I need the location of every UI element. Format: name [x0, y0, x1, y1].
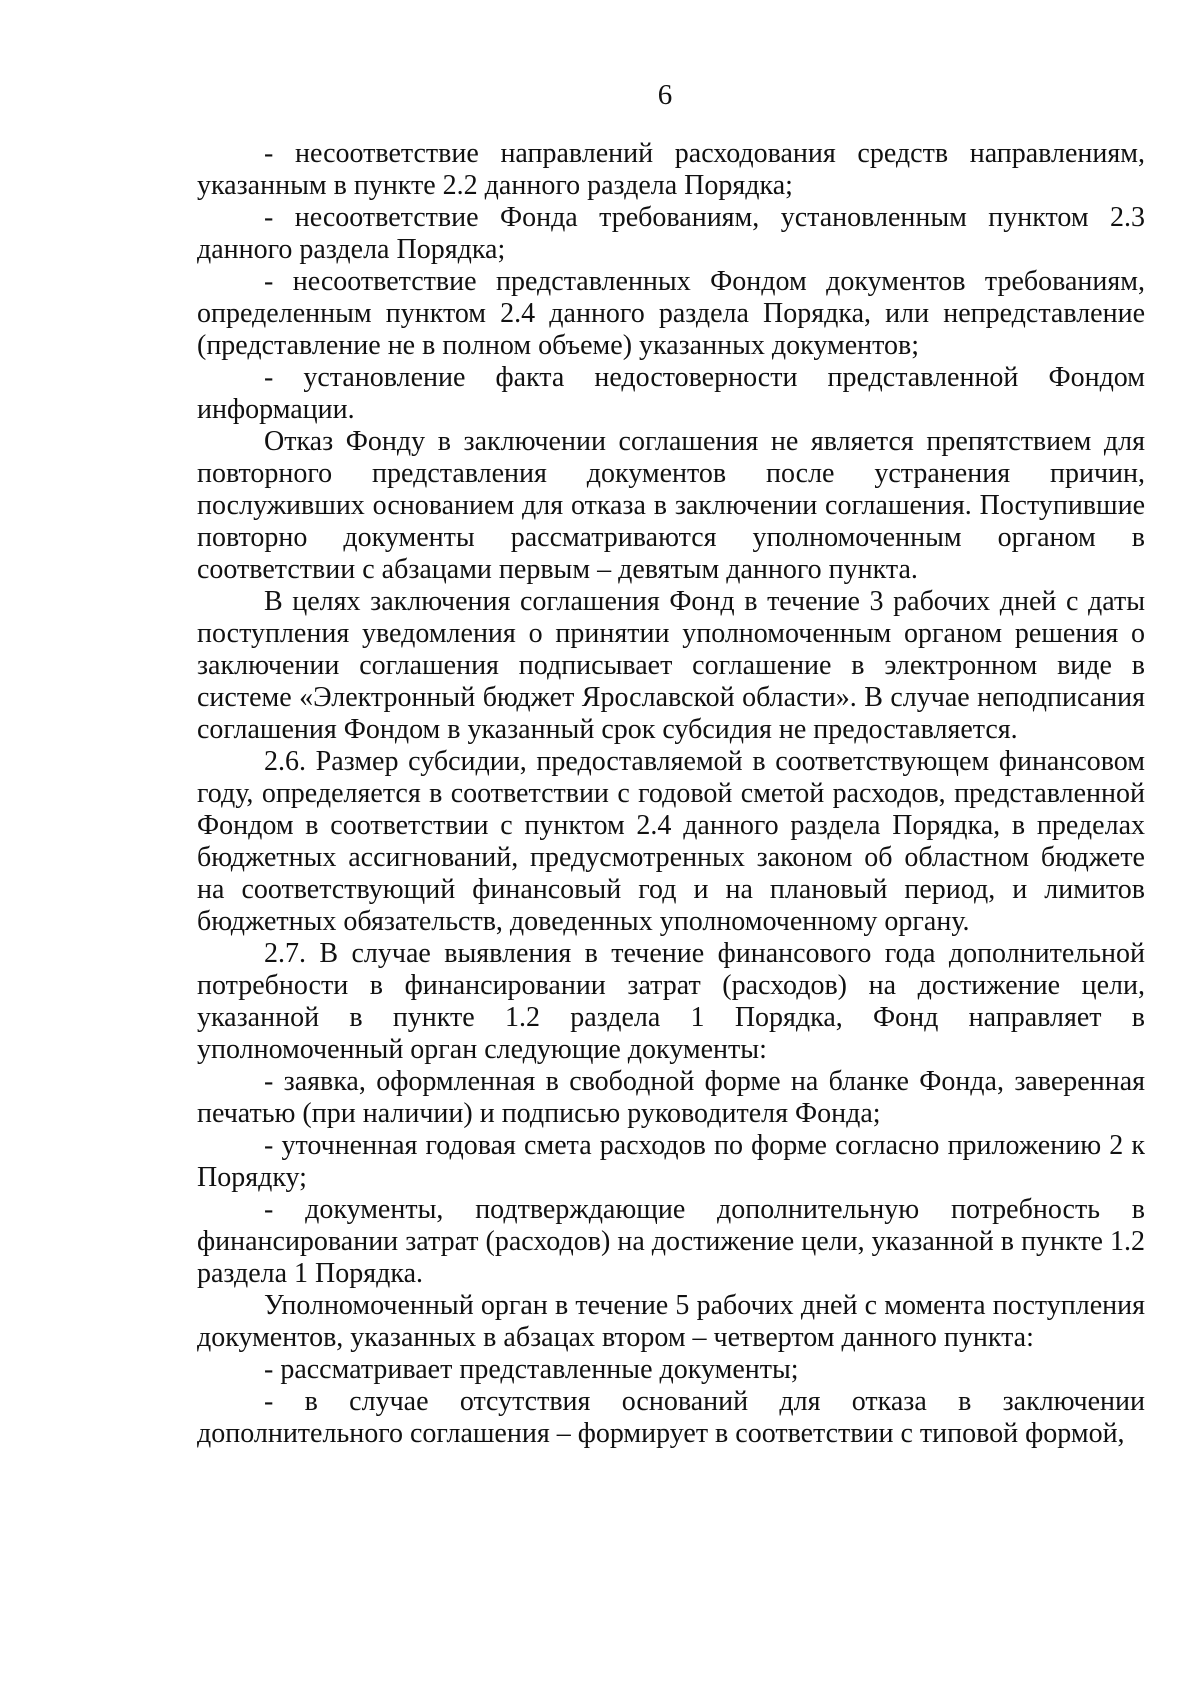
paragraph: Отказ Фонду в заключении соглашения не является препятствием для повторного представления документов после устранения причин, послуживших основанием для отказа в заключении соглашения. Поступившие повторно документы рассматриваются уполномоченным органом в соответствии с абзацами первым – девятым данного пункта.	[197, 426, 1145, 585]
paragraph: - уточненная годовая смета расходов по форме согласно приложению 2 к Порядку;	[197, 1130, 1145, 1193]
paragraph: 2.7. В случае выявления в течение финансового года дополнительной потребности в финансировании затрат (расходов) на достижение цели, указанной в пункте 1.2 раздела 1 Порядка, Фонд направляет в уполномоченный орган следующие документы:	[197, 938, 1145, 1065]
paragraph: - несоответствие Фонда требованиям, установленным пунктом 2.3 данного раздела Порядка;	[197, 202, 1145, 265]
paragraph: - несоответствие представленных Фондом документов требованиям, определенным пунктом 2.4 данного раздела Порядка, или непредставление (представление не в полном объеме) указанных документов;	[197, 266, 1145, 361]
paragraph: - документы, подтверждающие дополнительную потребность в финансировании затрат (расходов) на достижение цели, указанной в пункте 1.2 раздела 1 Порядка.	[197, 1194, 1145, 1289]
page-number: 6	[657, 79, 673, 111]
paragraph: В целях заключения соглашения Фонд в течение 3 рабочих дней с даты поступления уведомления о принятии уполномоченным органом решения о заключении соглашения подписывает соглашение в электронном виде в системе «Электронный бюджет Ярославской области». В случае неподписания соглашения Фондом в указанный срок субсидия не предоставляется.	[197, 586, 1145, 745]
document-body	[197, 138, 1145, 1450]
paragraph: - заявка, оформленная в свободной форме на бланке Фонда, заверенная печатью (при наличии) и подписью руководителя Фонда;	[197, 1066, 1145, 1129]
paragraph: - в случае отсутствия оснований для отказа в заключении дополнительного соглашения – формирует в соответствии с типовой формой,	[197, 1386, 1145, 1449]
paragraph: 2.6. Размер субсидии, предоставляемой в соответствующем финансовом году, определяется в соответствии с годовой сметой расходов, представленной Фондом в соответствии с пунктом 2.4 данного раздела Порядка, в пределах бюджетных ассигнований, предусмотренных законом об областном бюджете на соответствующий финансовый год и на плановый период, и лимитов бюджетных обязательств, доведенных уполномоченному органу.	[197, 746, 1145, 937]
paragraph: - установление факта недостоверности представленной Фондом информации.	[197, 362, 1145, 425]
paragraph: Уполномоченный орган в течение 5 рабочих дней с момента поступления документов, указанных в абзацах втором – четвертом данного пункта:	[197, 1290, 1145, 1353]
paragraph: - несоответствие направлений расходования средств направлениям, указанным в пункте 2.2 данного раздела Порядка;	[197, 138, 1145, 201]
paragraph: - рассматривает представленные документы;	[264, 1354, 799, 1385]
